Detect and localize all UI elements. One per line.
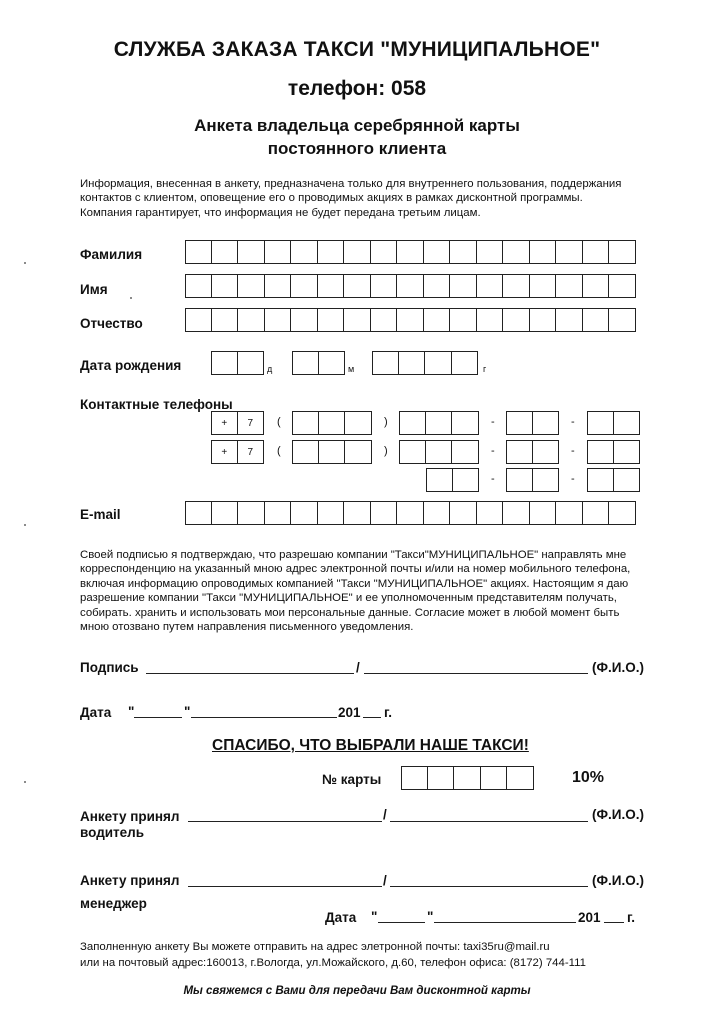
card-label: № карты	[322, 772, 382, 787]
char-box[interactable]	[344, 501, 371, 525]
char-box[interactable]	[265, 274, 292, 298]
char-box[interactable]	[424, 501, 451, 525]
char-box[interactable]	[506, 468, 533, 492]
char-box[interactable]	[609, 501, 636, 525]
char-box[interactable]	[397, 240, 424, 264]
char-box[interactable]	[426, 411, 453, 435]
form-subtitle-line2: постоянного клиента	[267, 139, 447, 158]
char-box[interactable]	[344, 240, 371, 264]
intro-line: Информация, внесенная в анкету, предназначена только для внутреннего пользования, поддержания	[80, 178, 622, 190]
dash: -	[491, 416, 495, 428]
slash: /	[383, 807, 387, 822]
scan-speck	[24, 524, 26, 526]
char-box[interactable]	[426, 468, 453, 492]
signature-label: Подпись	[80, 660, 139, 675]
phone1-country[interactable]	[211, 411, 264, 435]
char-box[interactable]	[399, 440, 426, 464]
manager-role-label: менеджер	[80, 896, 147, 911]
consent-line: разрешение компании "Такси "МУНИЦИПАЛЬНОЕ" и ее уполномоченным представителям получать,	[80, 592, 617, 605]
char-box[interactable]	[556, 501, 583, 525]
email-label: E-mail	[80, 507, 121, 522]
consent-line: Своей подписью я подтверждаю, что разрешаю компании "Такси"МУНИЦИПАЛЬНОЕ" направлять мне	[80, 549, 627, 561]
char-box[interactable]	[372, 351, 399, 375]
char-box[interactable]	[453, 468, 480, 492]
code-box: 7	[238, 440, 265, 464]
char-box[interactable]	[530, 274, 557, 298]
footer-text	[80, 939, 680, 971]
surname-boxes[interactable]	[185, 240, 636, 264]
scan-speck	[24, 262, 26, 264]
surname-label: Фамилия	[80, 247, 143, 262]
fio-label: (Ф.И.О.)	[592, 660, 644, 675]
manager-year-line[interactable]	[604, 922, 624, 923]
plus-box: +	[211, 411, 238, 435]
char-box[interactable]	[185, 274, 212, 298]
intro-line: Компания гарантирует, что информация не будет передана третьим лицам.	[80, 206, 481, 219]
char-box[interactable]	[265, 308, 292, 332]
signature-line[interactable]	[146, 673, 354, 674]
quote-open: "	[371, 909, 378, 924]
char-box[interactable]	[265, 501, 292, 525]
char-box[interactable]	[530, 501, 557, 525]
char-box[interactable]	[319, 440, 346, 464]
char-box[interactable]	[556, 308, 583, 332]
scan-speck	[24, 781, 26, 783]
email-boxes[interactable]	[185, 501, 636, 525]
patronymic-label: Отчество	[80, 316, 143, 331]
char-box[interactable]	[425, 351, 452, 375]
day-line[interactable]	[134, 717, 182, 718]
char-box[interactable]	[397, 308, 424, 332]
discount-value: 10%	[572, 769, 605, 786]
char-box[interactable]	[185, 240, 212, 264]
char-box[interactable]	[212, 274, 239, 298]
paren-close: )	[384, 445, 388, 457]
char-box[interactable]	[238, 240, 265, 264]
phones-label: Контактные телефоны	[80, 397, 233, 412]
char-box[interactable]	[371, 274, 398, 298]
phone1-part3[interactable]	[587, 411, 640, 435]
char-box[interactable]	[450, 274, 477, 298]
char-box[interactable]	[318, 501, 345, 525]
char-box[interactable]	[503, 308, 530, 332]
year-prefix: 201	[338, 705, 361, 720]
birth-month-boxes[interactable]	[292, 351, 345, 375]
char-box[interactable]	[318, 274, 345, 298]
char-box[interactable]	[533, 440, 560, 464]
year-suffix-label: г.	[384, 705, 393, 720]
month-line[interactable]	[191, 717, 337, 718]
char-box[interactable]	[556, 240, 583, 264]
char-box[interactable]	[614, 468, 641, 492]
char-box[interactable]	[556, 274, 583, 298]
char-box[interactable]	[424, 240, 451, 264]
footer-line: Заполненную анкету Вы можете отправить на адрес элетронной почты: taxi35ru@mail.ru	[80, 941, 550, 953]
char-box[interactable]	[609, 240, 636, 264]
footer-line: или на почтовый адрес:160013, г.Вологда, ул.Можайского, д.60, телефон офиса: (8172) 744-111	[80, 957, 586, 969]
slash: /	[383, 873, 387, 888]
char-box[interactable]	[450, 308, 477, 332]
char-box[interactable]	[345, 411, 372, 435]
char-box[interactable]	[426, 440, 453, 464]
char-box[interactable]	[583, 274, 610, 298]
char-box[interactable]	[291, 308, 318, 332]
accepted-manager-label: Анкету принял	[80, 873, 180, 888]
paren-open: (	[277, 445, 281, 457]
dash: -	[491, 445, 495, 457]
char-box[interactable]	[371, 240, 398, 264]
char-box[interactable]	[318, 240, 345, 264]
patronymic-boxes[interactable]	[185, 308, 636, 332]
year-line[interactable]	[363, 717, 381, 718]
char-box[interactable]	[344, 274, 371, 298]
char-box[interactable]	[533, 411, 560, 435]
char-box[interactable]	[503, 274, 530, 298]
thanks-heading: СПАСИБО, ЧТО ВЫБРАЛИ НАШЕ ТАКСИ!	[212, 737, 529, 754]
dash: -	[491, 473, 495, 485]
char-box[interactable]	[238, 351, 265, 375]
char-box[interactable]	[291, 274, 318, 298]
char-box[interactable]	[506, 440, 533, 464]
char-box[interactable]	[583, 308, 610, 332]
char-box[interactable]	[587, 411, 614, 435]
name-boxes[interactable]	[185, 274, 636, 298]
char-box[interactable]	[477, 240, 504, 264]
char-box[interactable]	[530, 240, 557, 264]
char-box[interactable]	[371, 501, 398, 525]
phone1-area[interactable]	[292, 411, 372, 435]
char-box[interactable]	[344, 308, 371, 332]
char-box[interactable]	[506, 411, 533, 435]
char-box[interactable]	[614, 411, 641, 435]
closing-note: Мы свяжемся с Вами для передачи Вам дисконтной карты	[183, 985, 531, 997]
driver-signature-line[interactable]	[188, 821, 382, 822]
char-box[interactable]	[238, 274, 265, 298]
consent-text	[80, 548, 680, 634]
phone2-part1[interactable]	[399, 440, 479, 464]
char-box[interactable]	[292, 351, 319, 375]
consent-line: корреспонденцию на указанный мною адрес электронной почты и/или на номер мобильного телефона,	[80, 563, 631, 576]
birth-date-label: Дата рождения	[80, 358, 182, 373]
driver-role-label: водитель	[80, 825, 145, 840]
fio-line[interactable]	[364, 673, 588, 674]
char-box[interactable]	[291, 501, 318, 525]
dash: -	[571, 416, 575, 428]
month-suffix: м	[348, 364, 355, 374]
plus-box: +	[211, 440, 238, 464]
consent-line: собирать. хранить и использовать мои персональные данные. Согласие может в любой момент быть	[80, 606, 620, 619]
char-box[interactable]	[477, 501, 504, 525]
char-box[interactable]	[533, 468, 560, 492]
char-box[interactable]	[185, 501, 212, 525]
slash: /	[356, 660, 360, 675]
driver-fio-line[interactable]	[390, 821, 588, 822]
year-suffix: г	[483, 364, 487, 374]
char-box[interactable]	[477, 308, 504, 332]
char-box[interactable]	[399, 411, 426, 435]
char-box[interactable]	[452, 411, 479, 435]
char-box[interactable]	[454, 766, 481, 790]
consent-line: включая информацию опроводимых компанией "Такси "МУНИЦИПАЛЬНОЕ" акциях. Настоящим я даю	[80, 577, 629, 590]
char-box[interactable]	[424, 274, 451, 298]
char-box[interactable]	[583, 240, 610, 264]
manager-day-line[interactable]	[378, 922, 425, 923]
char-box[interactable]	[583, 501, 610, 525]
birth-year-boxes[interactable]	[372, 351, 478, 375]
code-box: 7	[238, 411, 265, 435]
phone3-part1[interactable]	[426, 468, 479, 492]
quote-close: "	[427, 909, 434, 924]
char-box[interactable]	[614, 440, 641, 464]
paren-open: (	[277, 416, 281, 428]
char-box[interactable]	[319, 411, 346, 435]
intro-line: контактов с клиентом, оповещение его о проводимых акциях в рамках дисконтной программы.	[80, 192, 583, 205]
manager-signature-line[interactable]	[188, 886, 382, 887]
char-box[interactable]	[238, 501, 265, 525]
char-box[interactable]	[212, 501, 239, 525]
phone2-part3[interactable]	[587, 440, 640, 464]
fio-label: (Ф.И.О.)	[592, 807, 644, 822]
char-box[interactable]	[503, 240, 530, 264]
quote-open: "	[128, 704, 135, 719]
day-suffix: д	[267, 364, 273, 374]
char-box[interactable]	[397, 274, 424, 298]
form-title: СЛУЖБА ЗАКАЗА ТАКСИ "МУНИЦИПАЛЬНОЕ"	[113, 38, 601, 61]
char-box[interactable]	[212, 240, 239, 264]
char-box[interactable]	[318, 308, 345, 332]
accepted-driver-label: Анкету принял	[80, 809, 180, 824]
char-box[interactable]	[587, 440, 614, 464]
char-box[interactable]	[291, 240, 318, 264]
char-box[interactable]	[587, 468, 614, 492]
char-box[interactable]	[503, 501, 530, 525]
char-box[interactable]	[185, 308, 212, 332]
year-prefix: 201	[578, 910, 601, 925]
form-subtitle-line1: Анкета владельца серебрянной карты	[194, 116, 520, 135]
quote-close: "	[184, 704, 191, 719]
char-box[interactable]	[428, 766, 455, 790]
scan-speck	[130, 297, 132, 299]
char-box[interactable]	[424, 308, 451, 332]
char-box[interactable]	[401, 766, 428, 790]
char-box[interactable]	[609, 308, 636, 332]
year-suffix-label: г.	[627, 910, 636, 925]
manager-date-label: Дата	[325, 910, 357, 925]
char-box[interactable]	[452, 440, 479, 464]
char-box[interactable]	[450, 240, 477, 264]
char-box[interactable]	[530, 308, 557, 332]
char-box[interactable]	[211, 351, 238, 375]
consent-line: мною отозвано путем направления письменного уведомления.	[80, 621, 414, 634]
phone-heading: телефон: 058	[287, 77, 427, 100]
char-box[interactable]	[319, 351, 346, 375]
char-box[interactable]	[507, 766, 534, 790]
name-label: Имя	[80, 282, 108, 297]
char-box[interactable]	[450, 501, 477, 525]
char-box[interactable]	[397, 501, 424, 525]
char-box[interactable]	[265, 240, 292, 264]
phone1-part1[interactable]	[399, 411, 479, 435]
dash: -	[571, 445, 575, 457]
char-box[interactable]	[212, 308, 239, 332]
char-box[interactable]	[399, 351, 426, 375]
manager-month-line[interactable]	[434, 922, 576, 923]
date-label: Дата	[80, 705, 112, 720]
phone1-part2[interactable]	[506, 411, 559, 435]
char-box[interactable]	[452, 351, 479, 375]
char-box[interactable]	[238, 308, 265, 332]
char-box[interactable]	[609, 274, 636, 298]
phone3-part2[interactable]	[506, 468, 559, 492]
char-box[interactable]	[371, 308, 398, 332]
phone2-country[interactable]	[211, 440, 264, 464]
phone3-part3[interactable]	[587, 468, 640, 492]
birth-day-boxes[interactable]	[211, 351, 264, 375]
char-box[interactable]	[477, 274, 504, 298]
paren-close: )	[384, 416, 388, 428]
intro-text	[80, 177, 680, 220]
phone2-area[interactable]	[292, 440, 372, 464]
char-box[interactable]	[292, 411, 319, 435]
dash: -	[571, 473, 575, 485]
card-number-boxes[interactable]	[401, 766, 534, 790]
phone2-part2[interactable]	[506, 440, 559, 464]
char-box[interactable]	[292, 440, 319, 464]
fio-label: (Ф.И.О.)	[592, 873, 644, 888]
char-box[interactable]	[481, 766, 508, 790]
char-box[interactable]	[345, 440, 372, 464]
manager-fio-line[interactable]	[390, 886, 588, 887]
